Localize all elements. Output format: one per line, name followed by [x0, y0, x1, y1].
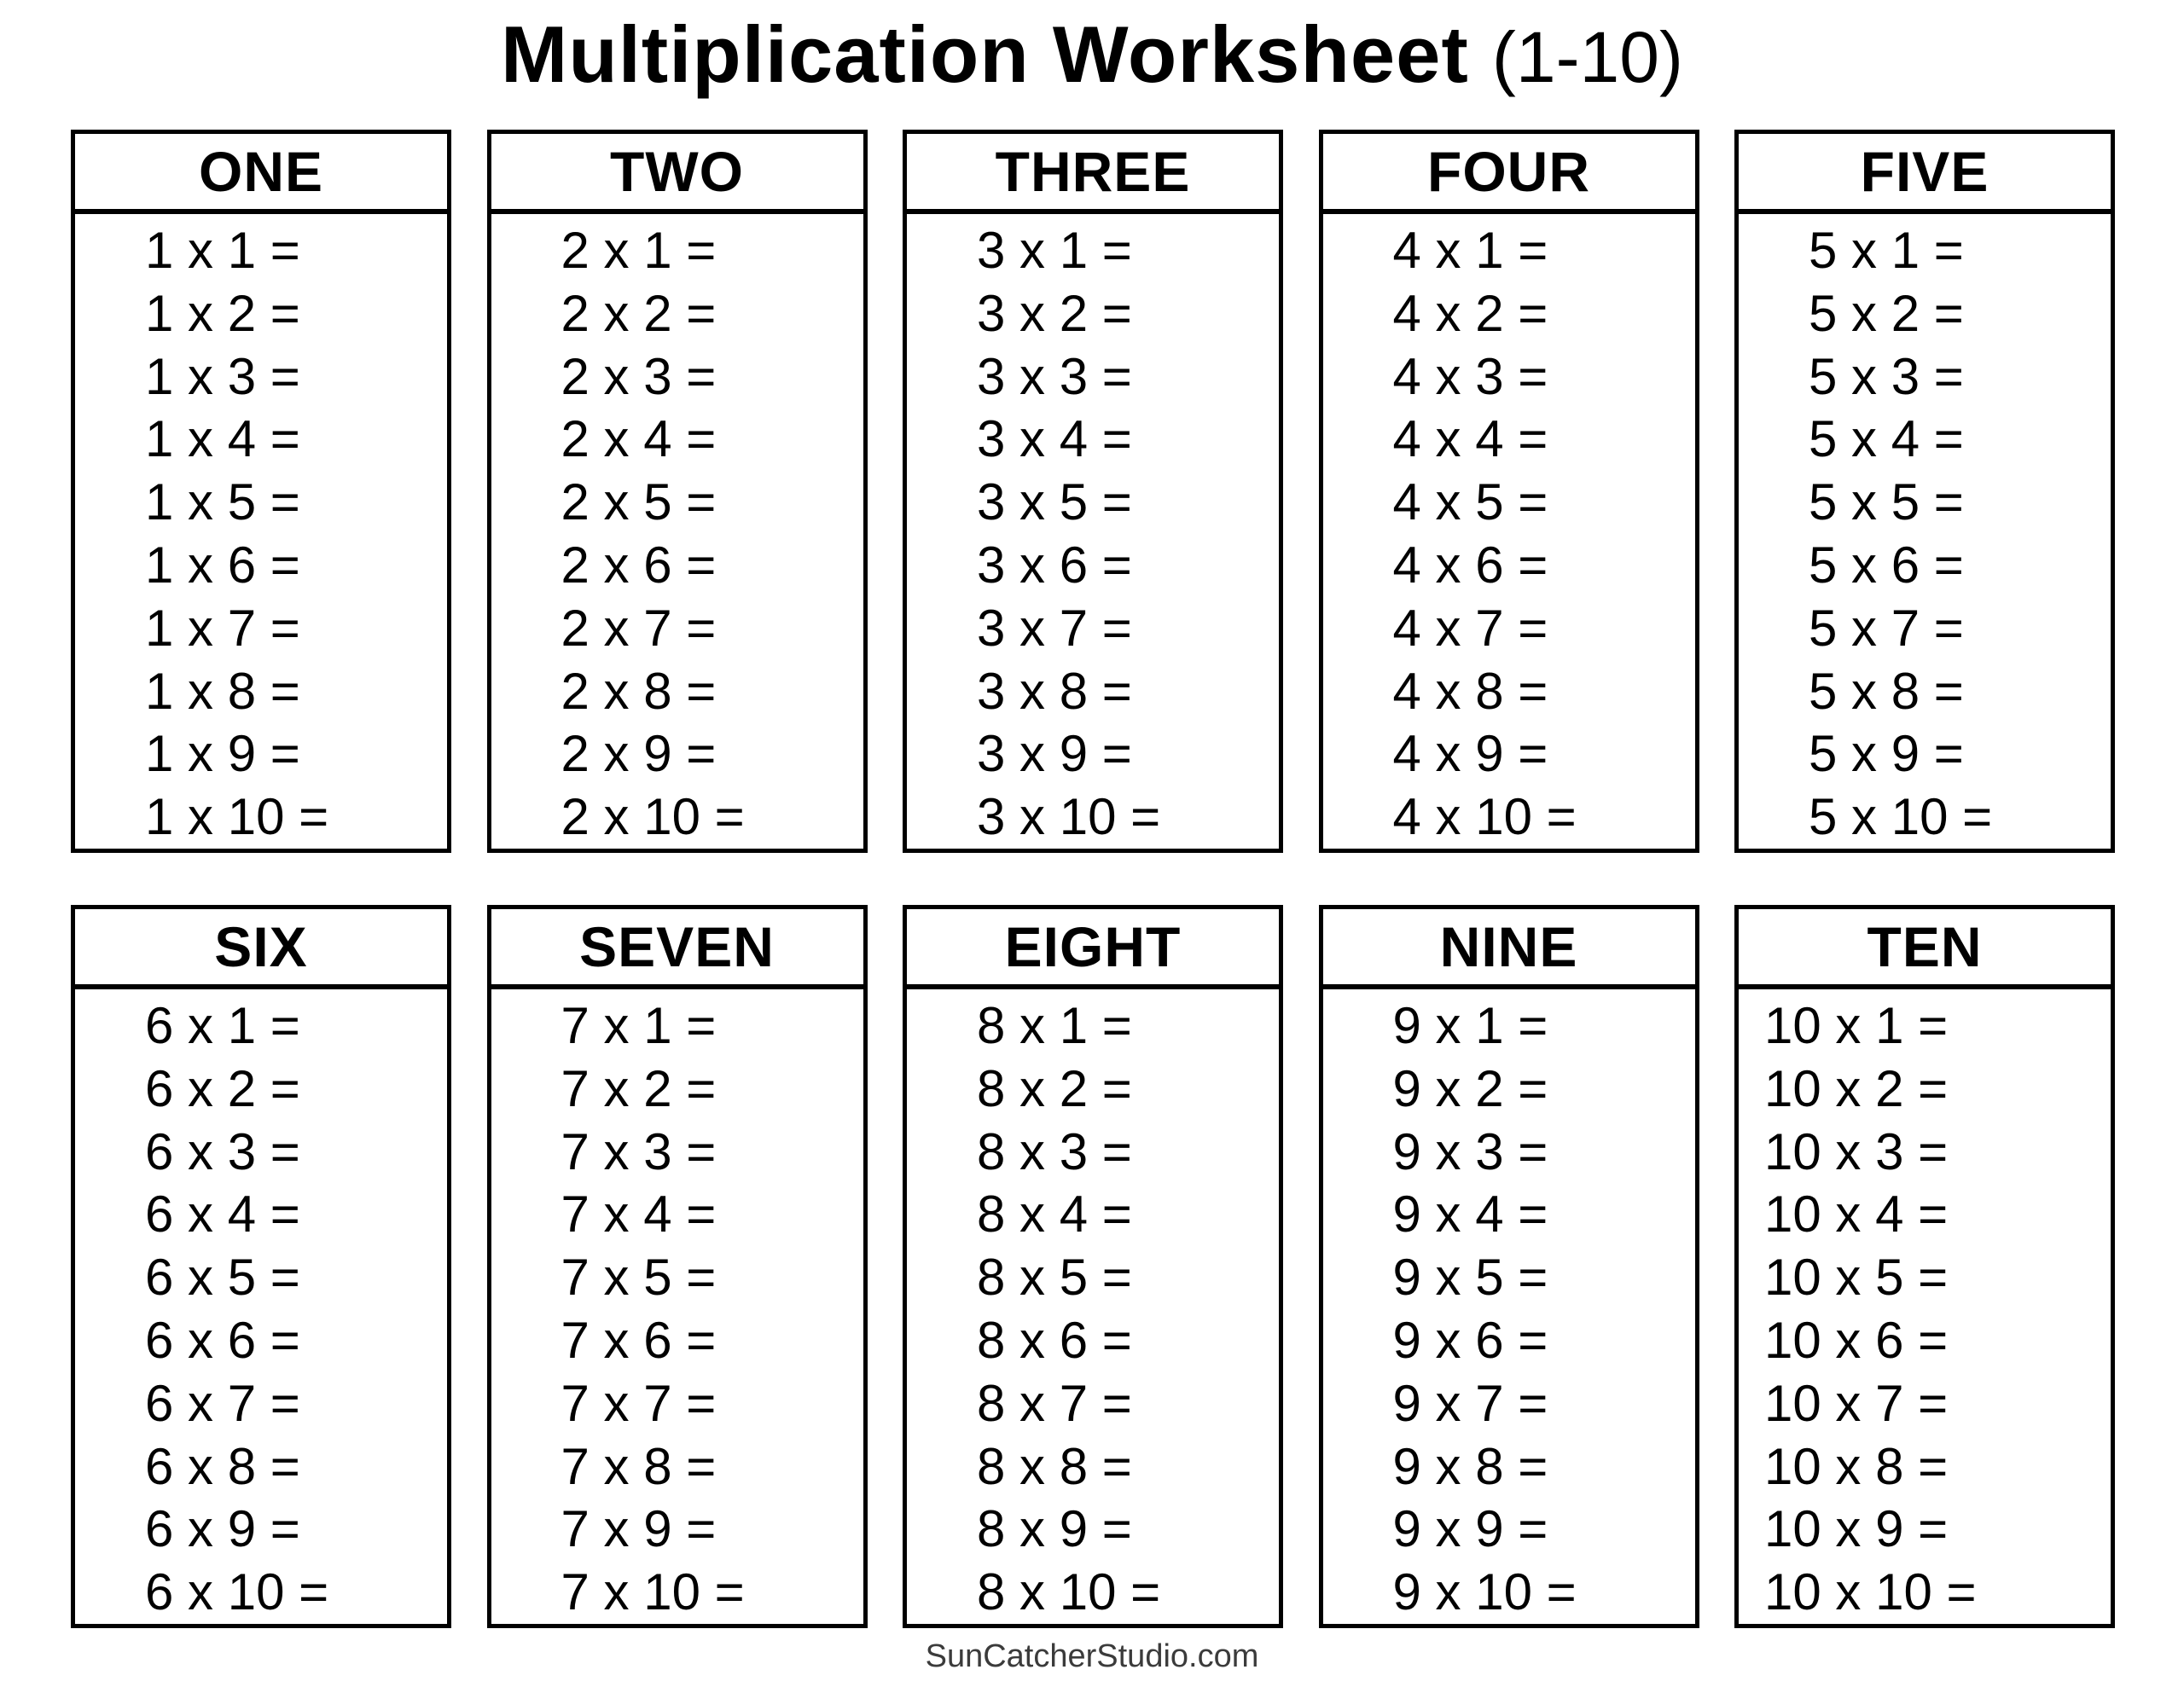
problem-row: 7 x 2 = — [561, 1059, 717, 1117]
table-one — [71, 130, 451, 853]
problem-row: 7 x 5 = — [561, 1249, 717, 1307]
problem-row: 6 x 1 = — [145, 997, 300, 1054]
problem-row: 7 x 1 = — [561, 997, 717, 1054]
problem-row: 1 x 1 = — [145, 222, 300, 279]
problem-row: 1 x 4 = — [145, 410, 300, 468]
problem-row: 10 x 5 = — [1764, 1249, 1949, 1307]
problem-row: 1 x 7 = — [145, 599, 300, 657]
problems-list-six — [75, 989, 447, 1624]
problems-list-four — [1323, 214, 1695, 849]
problem-row: 1 x 5 = — [145, 473, 300, 531]
problem-row: 6 x 6 = — [145, 1311, 300, 1369]
table-header-three: THREE — [907, 134, 1279, 214]
problem-row: 10 x 8 = — [1764, 1437, 1949, 1495]
problem-row: 2 x 9 = — [561, 725, 717, 783]
problem-row: 3 x 10 = — [977, 788, 1161, 846]
problem-row: 1 x 6 = — [145, 536, 300, 594]
table-header-one: ONE — [75, 134, 447, 214]
problem-row: 4 x 7 = — [1392, 599, 1548, 657]
problem-row: 2 x 6 = — [561, 536, 717, 594]
problem-row: 3 x 2 = — [977, 284, 1132, 342]
problem-row: 5 x 8 = — [1809, 662, 1964, 720]
problem-row: 9 x 8 = — [1392, 1437, 1548, 1495]
problem-row: 6 x 5 = — [145, 1249, 300, 1307]
problem-row: 5 x 5 = — [1809, 473, 1964, 531]
problem-row: 7 x 6 = — [561, 1311, 717, 1369]
problem-row: 4 x 3 = — [1392, 347, 1548, 405]
problem-row: 7 x 10 = — [561, 1563, 745, 1621]
problem-row: 5 x 7 = — [1809, 599, 1964, 657]
problem-row: 4 x 2 = — [1392, 284, 1548, 342]
table-header-six: SIX — [75, 909, 447, 989]
problem-row: 2 x 4 = — [561, 410, 717, 468]
table-five — [1734, 130, 2115, 853]
problem-row: 7 x 8 = — [561, 1437, 717, 1495]
table-eight — [903, 905, 1283, 1628]
table-header-nine: NINE — [1323, 909, 1695, 989]
problem-row: 5 x 6 = — [1809, 536, 1964, 594]
problem-row: 6 x 3 = — [145, 1122, 300, 1180]
problem-row: 8 x 2 = — [977, 1059, 1132, 1117]
problem-row: 5 x 1 = — [1809, 222, 1964, 279]
problems-list-three — [907, 214, 1279, 849]
table-four — [1319, 130, 1699, 853]
page-title-range: (1-10) — [1491, 17, 1683, 97]
problem-row: 7 x 3 = — [561, 1122, 717, 1180]
problem-row: 8 x 3 = — [977, 1122, 1132, 1180]
problem-row: 3 x 3 = — [977, 347, 1132, 405]
problem-row: 2 x 8 = — [561, 662, 717, 720]
problems-list-nine — [1323, 989, 1695, 1624]
table-seven — [487, 905, 868, 1628]
footer-credit: SunCatcherStudio.com — [925, 1638, 1259, 1674]
problem-row: 9 x 5 = — [1392, 1249, 1548, 1307]
table-header-four: FOUR — [1323, 134, 1695, 214]
problem-row: 8 x 4 = — [977, 1186, 1132, 1244]
problem-row: 4 x 4 = — [1392, 410, 1548, 468]
problem-row: 9 x 3 = — [1392, 1122, 1548, 1180]
problem-row: 6 x 8 = — [145, 1437, 300, 1495]
problem-row: 5 x 3 = — [1809, 347, 1964, 405]
problem-row: 1 x 3 = — [145, 347, 300, 405]
problem-row: 4 x 5 = — [1392, 473, 1548, 531]
problem-row: 10 x 2 = — [1764, 1059, 1949, 1117]
problem-row: 2 x 7 = — [561, 599, 717, 657]
problem-row: 9 x 7 = — [1392, 1374, 1548, 1432]
problem-row: 1 x 8 = — [145, 662, 300, 720]
problem-row: 2 x 10 = — [561, 788, 745, 846]
table-header-two: TWO — [491, 134, 863, 214]
problem-row: 3 x 6 = — [977, 536, 1132, 594]
problem-row: 3 x 8 = — [977, 662, 1132, 720]
problem-row: 10 x 9 = — [1764, 1500, 1949, 1558]
problems-list-one — [75, 214, 447, 849]
table-three — [903, 130, 1283, 853]
problem-row: 6 x 4 = — [145, 1186, 300, 1244]
problem-row: 7 x 9 = — [561, 1500, 717, 1558]
problem-row: 6 x 7 = — [145, 1374, 300, 1432]
problem-row: 3 x 4 = — [977, 410, 1132, 468]
table-ten — [1734, 905, 2115, 1628]
problem-row: 6 x 2 = — [145, 1059, 300, 1117]
problem-row: 9 x 9 = — [1392, 1500, 1548, 1558]
problem-row: 10 x 10 = — [1764, 1563, 1977, 1621]
problem-row: 3 x 7 = — [977, 599, 1132, 657]
problem-row: 4 x 1 = — [1392, 222, 1548, 279]
problem-row: 4 x 9 = — [1392, 725, 1548, 783]
problem-row: 5 x 4 = — [1809, 410, 1964, 468]
problem-row: 4 x 8 = — [1392, 662, 1548, 720]
problem-row: 9 x 4 = — [1392, 1186, 1548, 1244]
problem-row: 4 x 10 = — [1392, 788, 1577, 846]
table-six — [71, 905, 451, 1628]
problem-row: 1 x 2 = — [145, 284, 300, 342]
problems-list-ten — [1739, 989, 2111, 1624]
table-header-ten: TEN — [1739, 909, 2111, 989]
problems-list-five — [1739, 214, 2111, 849]
table-header-five: FIVE — [1739, 134, 2111, 214]
problem-row: 9 x 2 = — [1392, 1059, 1548, 1117]
problem-row: 6 x 9 = — [145, 1500, 300, 1558]
page-title-main: Multiplication Worksheet — [501, 9, 1469, 99]
table-nine — [1319, 905, 1699, 1628]
tables-grid — [71, 130, 2115, 1628]
problems-list-eight — [907, 989, 1279, 1624]
problem-row: 8 x 9 = — [977, 1500, 1132, 1558]
problem-row: 10 x 4 = — [1764, 1186, 1949, 1244]
problem-row: 2 x 5 = — [561, 473, 717, 531]
problem-row: 9 x 6 = — [1392, 1311, 1548, 1369]
problem-row: 5 x 9 = — [1809, 725, 1964, 783]
table-two — [487, 130, 868, 853]
problem-row: 7 x 7 = — [561, 1374, 717, 1432]
problem-row: 8 x 8 = — [977, 1437, 1132, 1495]
problem-row: 5 x 2 = — [1809, 284, 1964, 342]
problem-row: 2 x 3 = — [561, 347, 717, 405]
problem-row: 3 x 5 = — [977, 473, 1132, 531]
problem-row: 7 x 4 = — [561, 1186, 717, 1244]
problem-row: 8 x 5 = — [977, 1249, 1132, 1307]
problem-row: 9 x 1 = — [1392, 997, 1548, 1054]
page-title — [0, 10, 2184, 101]
problem-row: 2 x 1 = — [561, 222, 717, 279]
problem-row: 8 x 10 = — [977, 1563, 1161, 1621]
table-header-eight: EIGHT — [907, 909, 1279, 989]
problem-row: 9 x 10 = — [1392, 1563, 1577, 1621]
problem-row: 10 x 7 = — [1764, 1374, 1949, 1432]
title-spacer — [1469, 9, 1492, 99]
problem-row: 10 x 1 = — [1764, 997, 1949, 1054]
problem-row: 3 x 9 = — [977, 725, 1132, 783]
problem-row: 10 x 3 = — [1764, 1122, 1949, 1180]
problem-row: 3 x 1 = — [977, 222, 1132, 279]
problem-row: 8 x 1 = — [977, 997, 1132, 1054]
problem-row: 5 x 10 = — [1809, 788, 1993, 846]
problem-row: 10 x 6 = — [1764, 1311, 1949, 1369]
problems-list-two — [491, 214, 863, 849]
problem-row: 1 x 9 = — [145, 725, 300, 783]
problems-list-seven — [491, 989, 863, 1624]
problem-row: 4 x 6 = — [1392, 536, 1548, 594]
table-header-seven: SEVEN — [491, 909, 863, 989]
problem-row: 1 x 10 = — [145, 788, 329, 846]
problem-row: 6 x 10 = — [145, 1563, 329, 1621]
problem-row: 8 x 6 = — [977, 1311, 1132, 1369]
problem-row: 8 x 7 = — [977, 1374, 1132, 1432]
problem-row: 2 x 2 = — [561, 284, 717, 342]
